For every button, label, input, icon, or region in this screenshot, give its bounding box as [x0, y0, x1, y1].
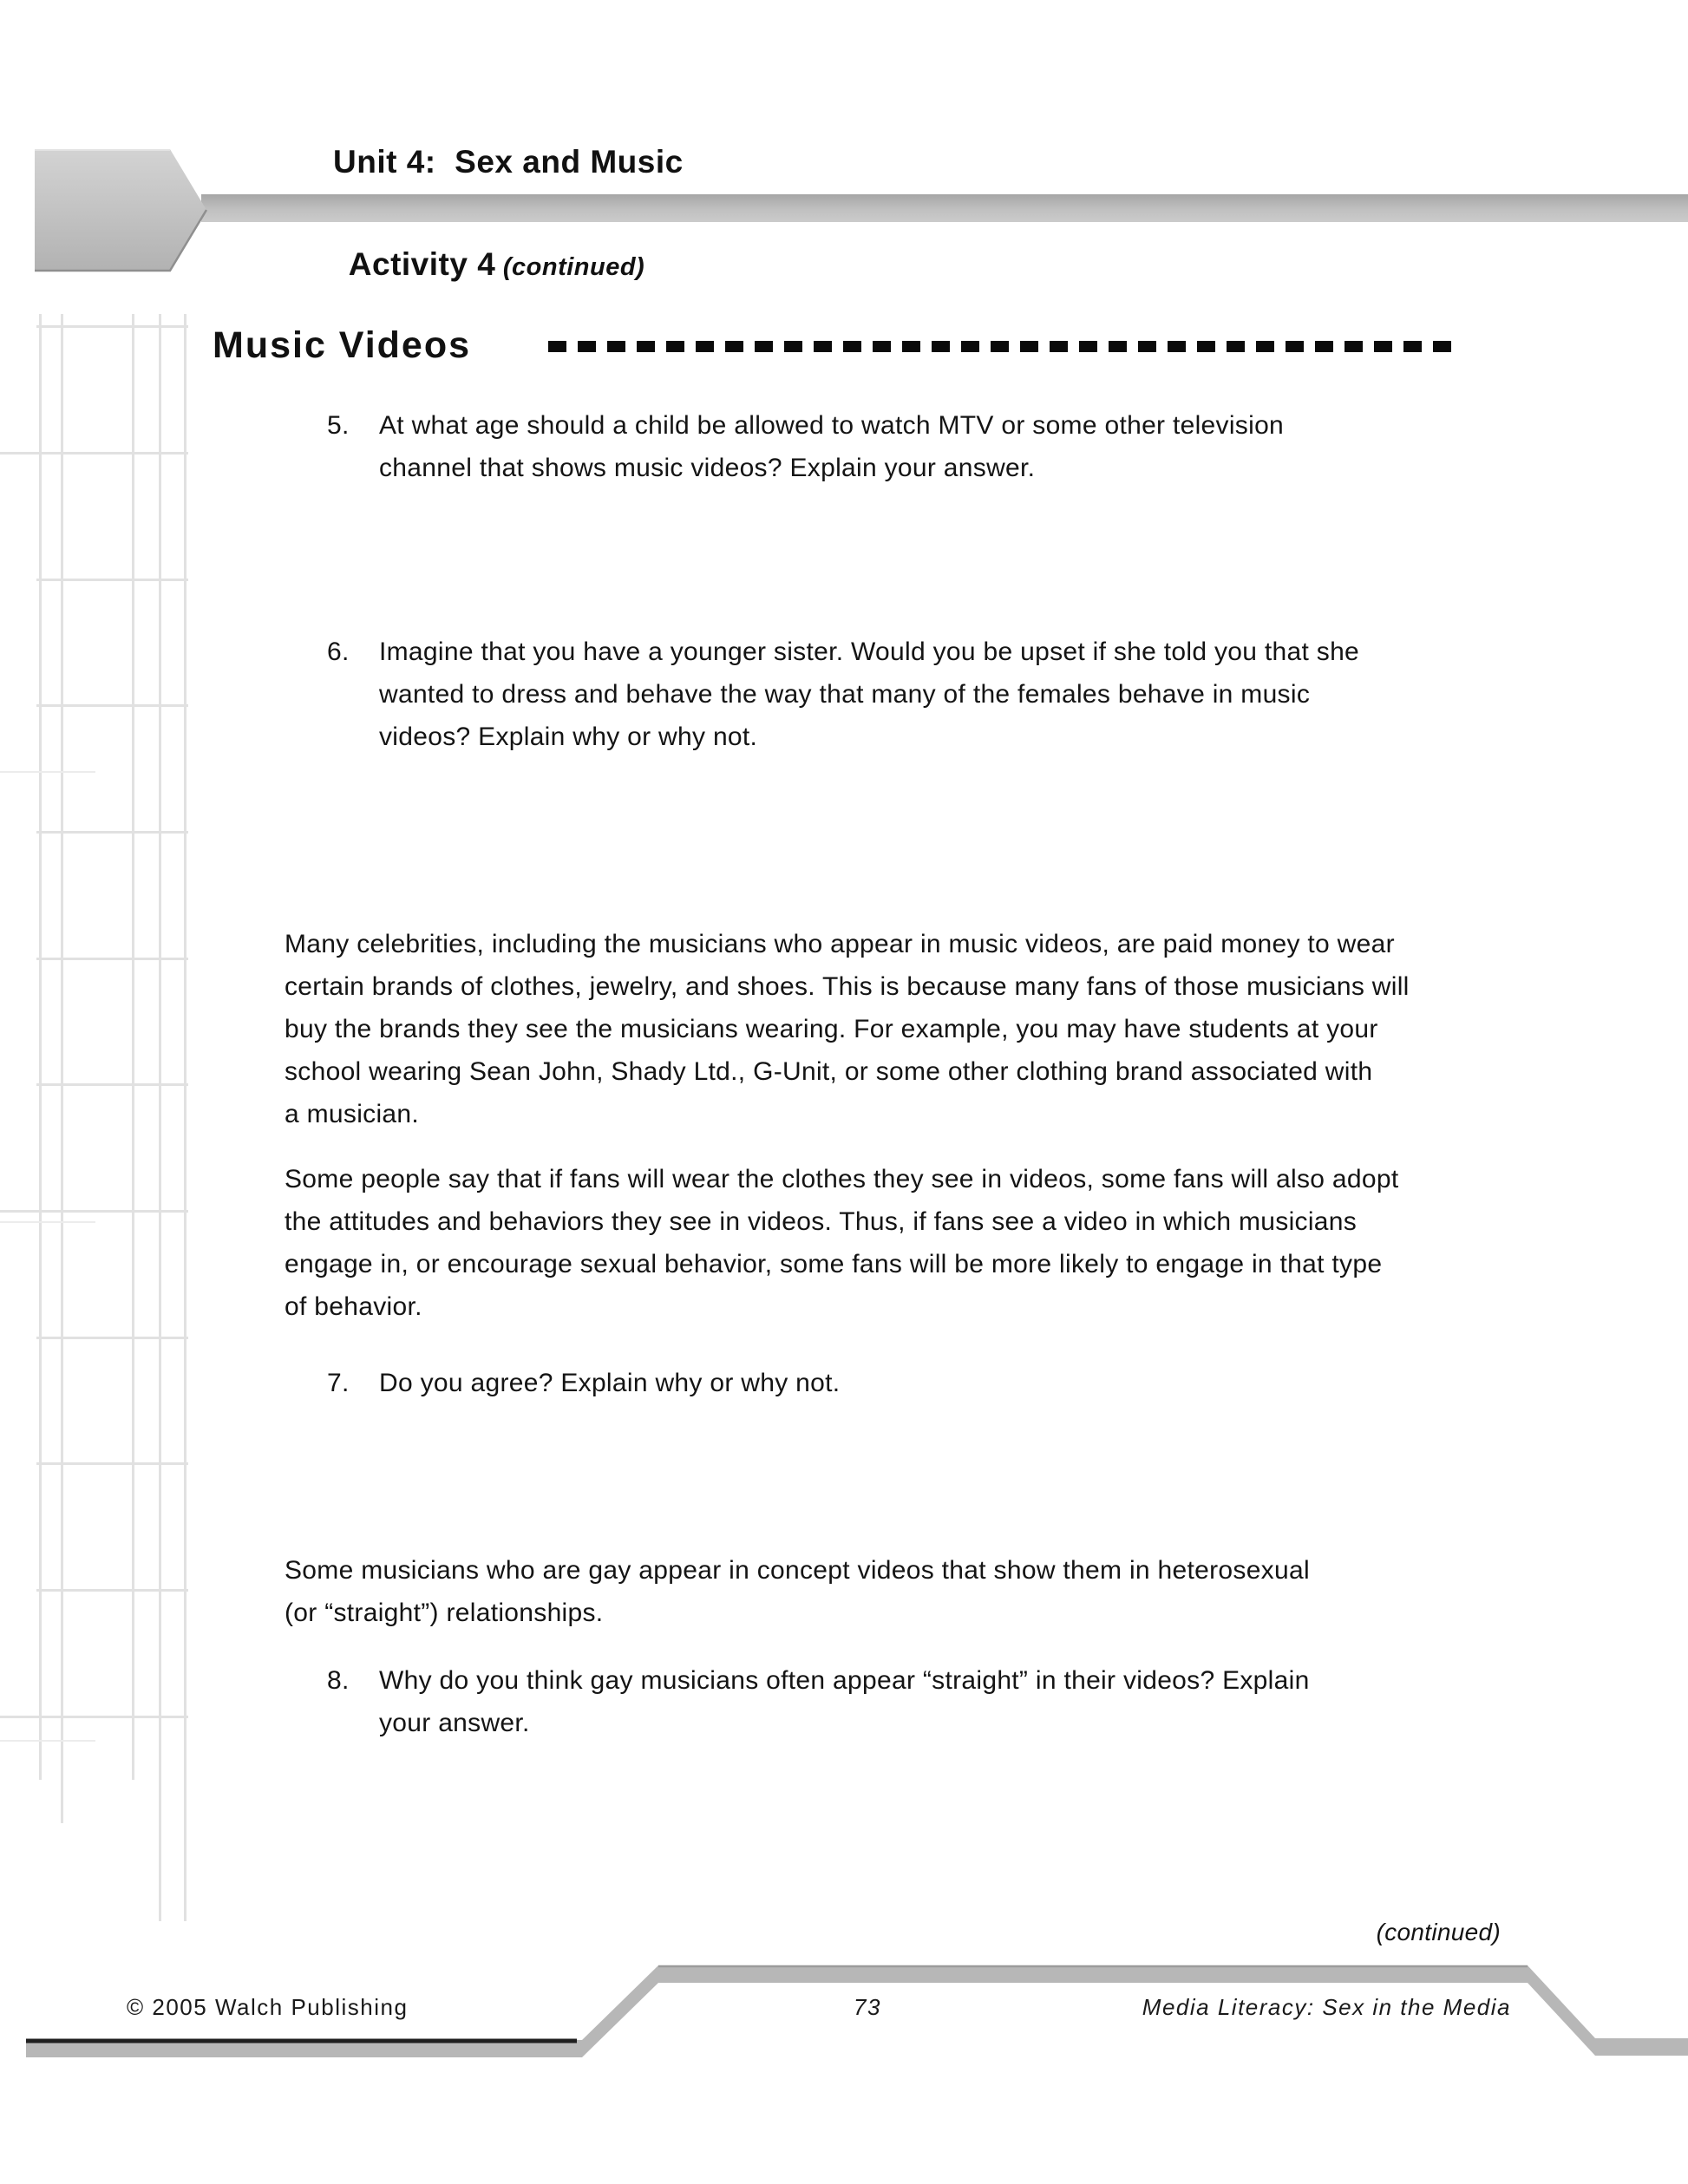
header-band	[201, 194, 1688, 222]
ladder-vertical-line	[159, 314, 161, 1921]
paragraph-line: school wearing Sean John, Shady Ltd., G-Unit, or some other clothing brand associated with	[285, 1057, 1373, 1086]
question-number: 7.	[327, 1369, 350, 1397]
paragraph-line: (or “straight”) relationships.	[285, 1599, 604, 1627]
paragraph-line: Some people say that if fans will wear the clothes they see in videos, some fans will also adopt	[285, 1165, 1399, 1193]
continued-note: (continued)	[1376, 1919, 1501, 1945]
footer-copyright: © 2005 Walch Publishing	[127, 1994, 409, 2020]
ladder-rung	[36, 831, 188, 834]
header-banner	[0, 0, 1688, 295]
ladder-rung	[36, 579, 188, 581]
question-line: Imagine that you have a younger sister. Would you be upset if she told you that she	[379, 638, 1360, 666]
paragraph-line: of behavior.	[285, 1292, 422, 1321]
ladder-rung	[36, 325, 188, 328]
activity-title-row	[333, 231, 644, 298]
paragraph-line: Many celebrities, including the musicians who appear in music videos, are paid money to wear	[285, 930, 1395, 958]
activity-title: Activity 4	[348, 246, 496, 282]
ladder-rung	[36, 958, 188, 960]
section-heading-dashes	[548, 341, 1461, 352]
paragraph-line: certain brands of clothes, jewelry, and shoes. This is because many fans of those musicians will	[285, 972, 1410, 1001]
paragraph-line: Some musicians who are gay appear in concept videos that show them in heterosexual	[285, 1556, 1310, 1585]
question-line: At what age should a child be allowed to watch MTV or some other television	[379, 411, 1285, 440]
ladder-rung	[0, 452, 188, 454]
ladder-faint-line	[0, 1740, 95, 1742]
paragraph-line: a musician.	[285, 1100, 420, 1128]
question-line: your answer.	[379, 1709, 530, 1737]
section-heading: Music Videos	[213, 324, 472, 366]
question-8	[317, 1659, 1310, 1744]
question-number: 6.	[327, 638, 350, 666]
question-number: 5.	[327, 411, 350, 440]
paragraph-line: the attitudes and behaviors they see in videos. Thus, if fans see a video in which musicians	[285, 1207, 1358, 1236]
question-5	[317, 404, 1284, 489]
ladder-vertical-line	[132, 314, 134, 1780]
question-line: Why do you think gay musicians often appear “straight” in their videos? Explain	[379, 1666, 1310, 1695]
ladder-rung	[36, 1589, 188, 1592]
ladder-rung	[36, 1462, 188, 1465]
ladder-vertical-line	[184, 314, 186, 1921]
question-6	[317, 631, 1359, 758]
paragraph-2	[285, 1158, 1398, 1328]
question-line: Do you agree? Explain why or why not.	[379, 1369, 841, 1397]
ladder-rung	[36, 1083, 188, 1086]
question-line: wanted to dress and behave the way that many of the females behave in music	[379, 680, 1311, 709]
question-line: videos? Explain why or why not.	[379, 723, 758, 751]
footer-book-title: Media Literacy: Sex in the Media	[1142, 1994, 1511, 2020]
ladder-rung	[36, 1337, 188, 1339]
ladder-faint-line	[0, 771, 95, 773]
paragraph-3	[285, 1549, 1310, 1634]
question-line: channel that shows music videos? Explain your answer.	[379, 454, 1036, 482]
ladder-vertical-line	[39, 314, 42, 1780]
paragraph-1	[285, 923, 1410, 1135]
activity-continued-note: (continued)	[495, 253, 645, 281]
question-number: 8.	[327, 1666, 350, 1695]
ladder-rung	[0, 1210, 188, 1213]
question-7	[317, 1362, 840, 1404]
paragraph-line: buy the brands they see the musicians wearing. For example, you may have students at your	[285, 1015, 1378, 1043]
ladder-faint-line	[0, 1221, 95, 1223]
unit-title: Unit 4: Sex and Music	[333, 144, 684, 180]
footer-page-number: 73	[854, 1994, 881, 2020]
paragraph-line: engage in, or encourage sexual behavior, some fans will be more likely to engage in that type	[285, 1250, 1383, 1278]
ladder-vertical-line	[61, 314, 63, 1823]
ladder-rung	[36, 704, 188, 707]
ladder-rung	[0, 1716, 188, 1718]
